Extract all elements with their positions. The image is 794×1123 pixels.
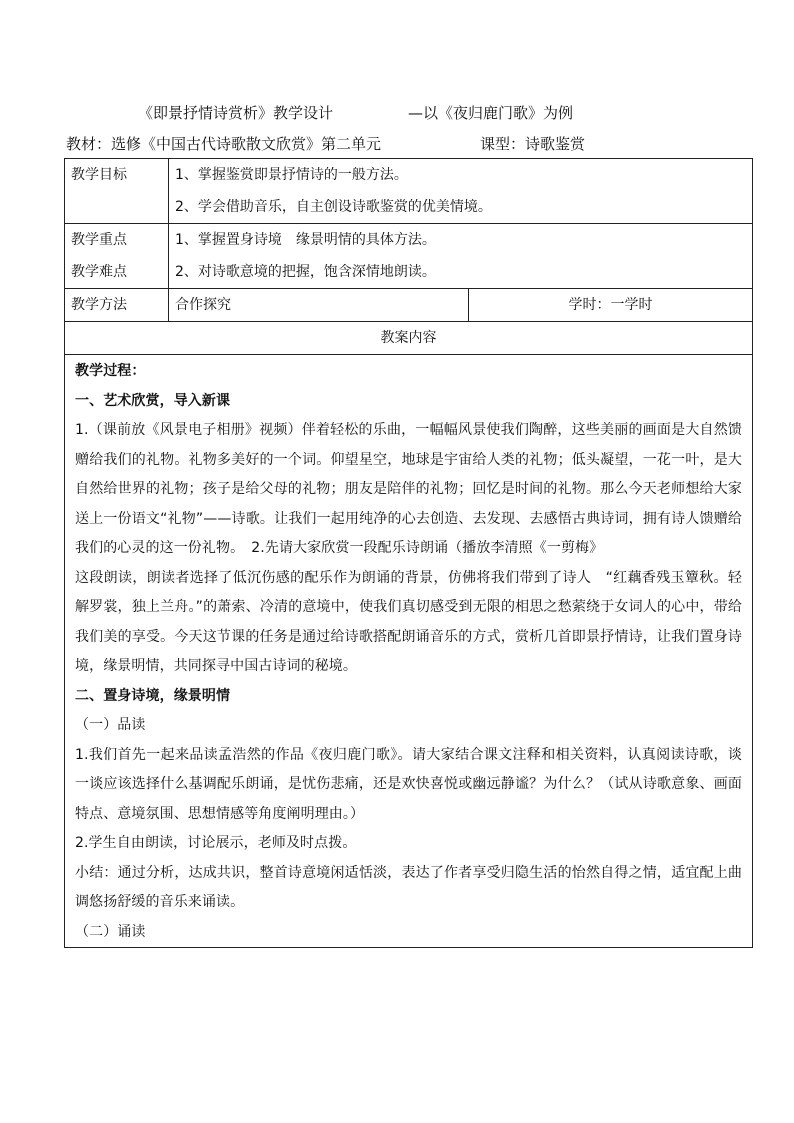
difficult-points-label: 教学难点 xyxy=(71,264,127,280)
section-1-title: 一、艺术欣赏，导入新课 xyxy=(75,392,231,409)
subsection-title: （一）品读 xyxy=(75,717,146,733)
focus-content xyxy=(169,224,753,289)
paragraph: 2.学生自由朗读，讨论展示，老师及时点拨。 xyxy=(75,835,357,851)
focus-item: 1、掌握置身诗境 缘景明情的具体方法。 xyxy=(175,232,436,248)
paragraph: 1.（课前放《风景电子相册》视频）伴着轻松的乐曲，一幅幅风景使我们陶醉，这些美丽的画面是大自然馈赠给我们的礼物。礼物多美好的一个词。仰望星空，地球是宇宙给人类的礼物；低头凝望，一花一叶，是大自然给世界的礼物；孩子是给父母的礼物；朋友是陪伴的礼物；回忆是时间的礼物。那么今天老师想给大家送上一份语文“礼物”——诗歌。让我们一起用纯净的心去创造、去发现、去感悟古典诗词，拥有诗人馈赠给我们的心灵的这一份礼物。 2.先请大家欣赏一段配乐诗朗诵（播放李清照《一剪梅》 xyxy=(75,422,742,556)
textbook-info: 教材：选修《中国古代诗歌散文欣赏》第二单元 xyxy=(66,135,382,153)
method-label: 教学方法 xyxy=(65,289,169,322)
focus-item: 2、对诗歌意境的把握，饱含深情地朗读。 xyxy=(175,264,436,280)
goals-row xyxy=(65,159,753,224)
focus-row xyxy=(65,224,753,289)
lesson-plan-table xyxy=(64,158,753,948)
focus-labels xyxy=(65,224,169,289)
document-meta-line xyxy=(0,133,794,155)
class-hours: 学时：一学时 xyxy=(469,289,753,322)
paragraph: 1.我们首先一起来品读孟浩然的作品《夜归鹿门歌》。请大家结合课文注释和相关资料，认真阅读诗歌，谈一谈应该选择什么基调配乐朗诵，是忧伤悲痛，还是欢快喜悦或幽远静谧？为什么？（试从诗歌意象、画面特点、意境氛围、思想情感等角度阐明理由。） xyxy=(75,746,742,822)
process-row xyxy=(65,355,753,948)
method-row xyxy=(65,289,753,322)
content-header: 教案内容 xyxy=(65,322,753,355)
paragraph: 这段朗读，朗读者选择了低沉伤感的配乐作为朗诵的背景，仿佛将我们带到了诗人 “红藕香残玉簟秋。轻解罗裳，独上兰舟。”的萧索、冷清的意境中，使我们真切感受到无限的相思之愁萦绕于女词人的心中，带给我们美的享受。今天这节课的任务是通过给诗歌搭配朗诵音乐的方式，赏析几首即景抒情诗，让我们置身诗境，缘景明情，共同探寻中国古诗词的秘境。 xyxy=(75,569,742,674)
section-2-title: 二、置身诗境，缘景明情 xyxy=(75,687,231,704)
paragraph: 小结：通过分析，达成共识，整首诗意境闲适恬淡，表达了作者享受归隐生活的怡然自得之情，适宜配上曲调悠扬舒缓的音乐来诵读。 xyxy=(75,864,742,910)
subsection-title: （二）诵读 xyxy=(75,923,146,940)
goals-label: 教学目标 xyxy=(65,159,169,224)
process-heading: 教学过程： xyxy=(75,363,146,379)
document-title-line xyxy=(0,102,794,124)
course-type: 课型：诗歌鉴赏 xyxy=(480,135,586,153)
document-subtitle: —以《夜归鹿门歌》为例 xyxy=(408,104,574,122)
process-content xyxy=(65,355,753,948)
goal-item: 2、学会借助音乐，自主创设诗歌鉴赏的优美情境。 xyxy=(175,199,492,215)
goals-content xyxy=(169,159,753,224)
goal-item: 1、掌握鉴赏即景抒情诗的一般方法。 xyxy=(175,167,408,183)
method-value: 合作探究 xyxy=(169,289,469,322)
key-points-label: 教学重点 xyxy=(71,232,127,248)
document-title: 《即景抒情诗赏析》教学设计 xyxy=(138,104,334,122)
content-header-row xyxy=(65,322,753,355)
